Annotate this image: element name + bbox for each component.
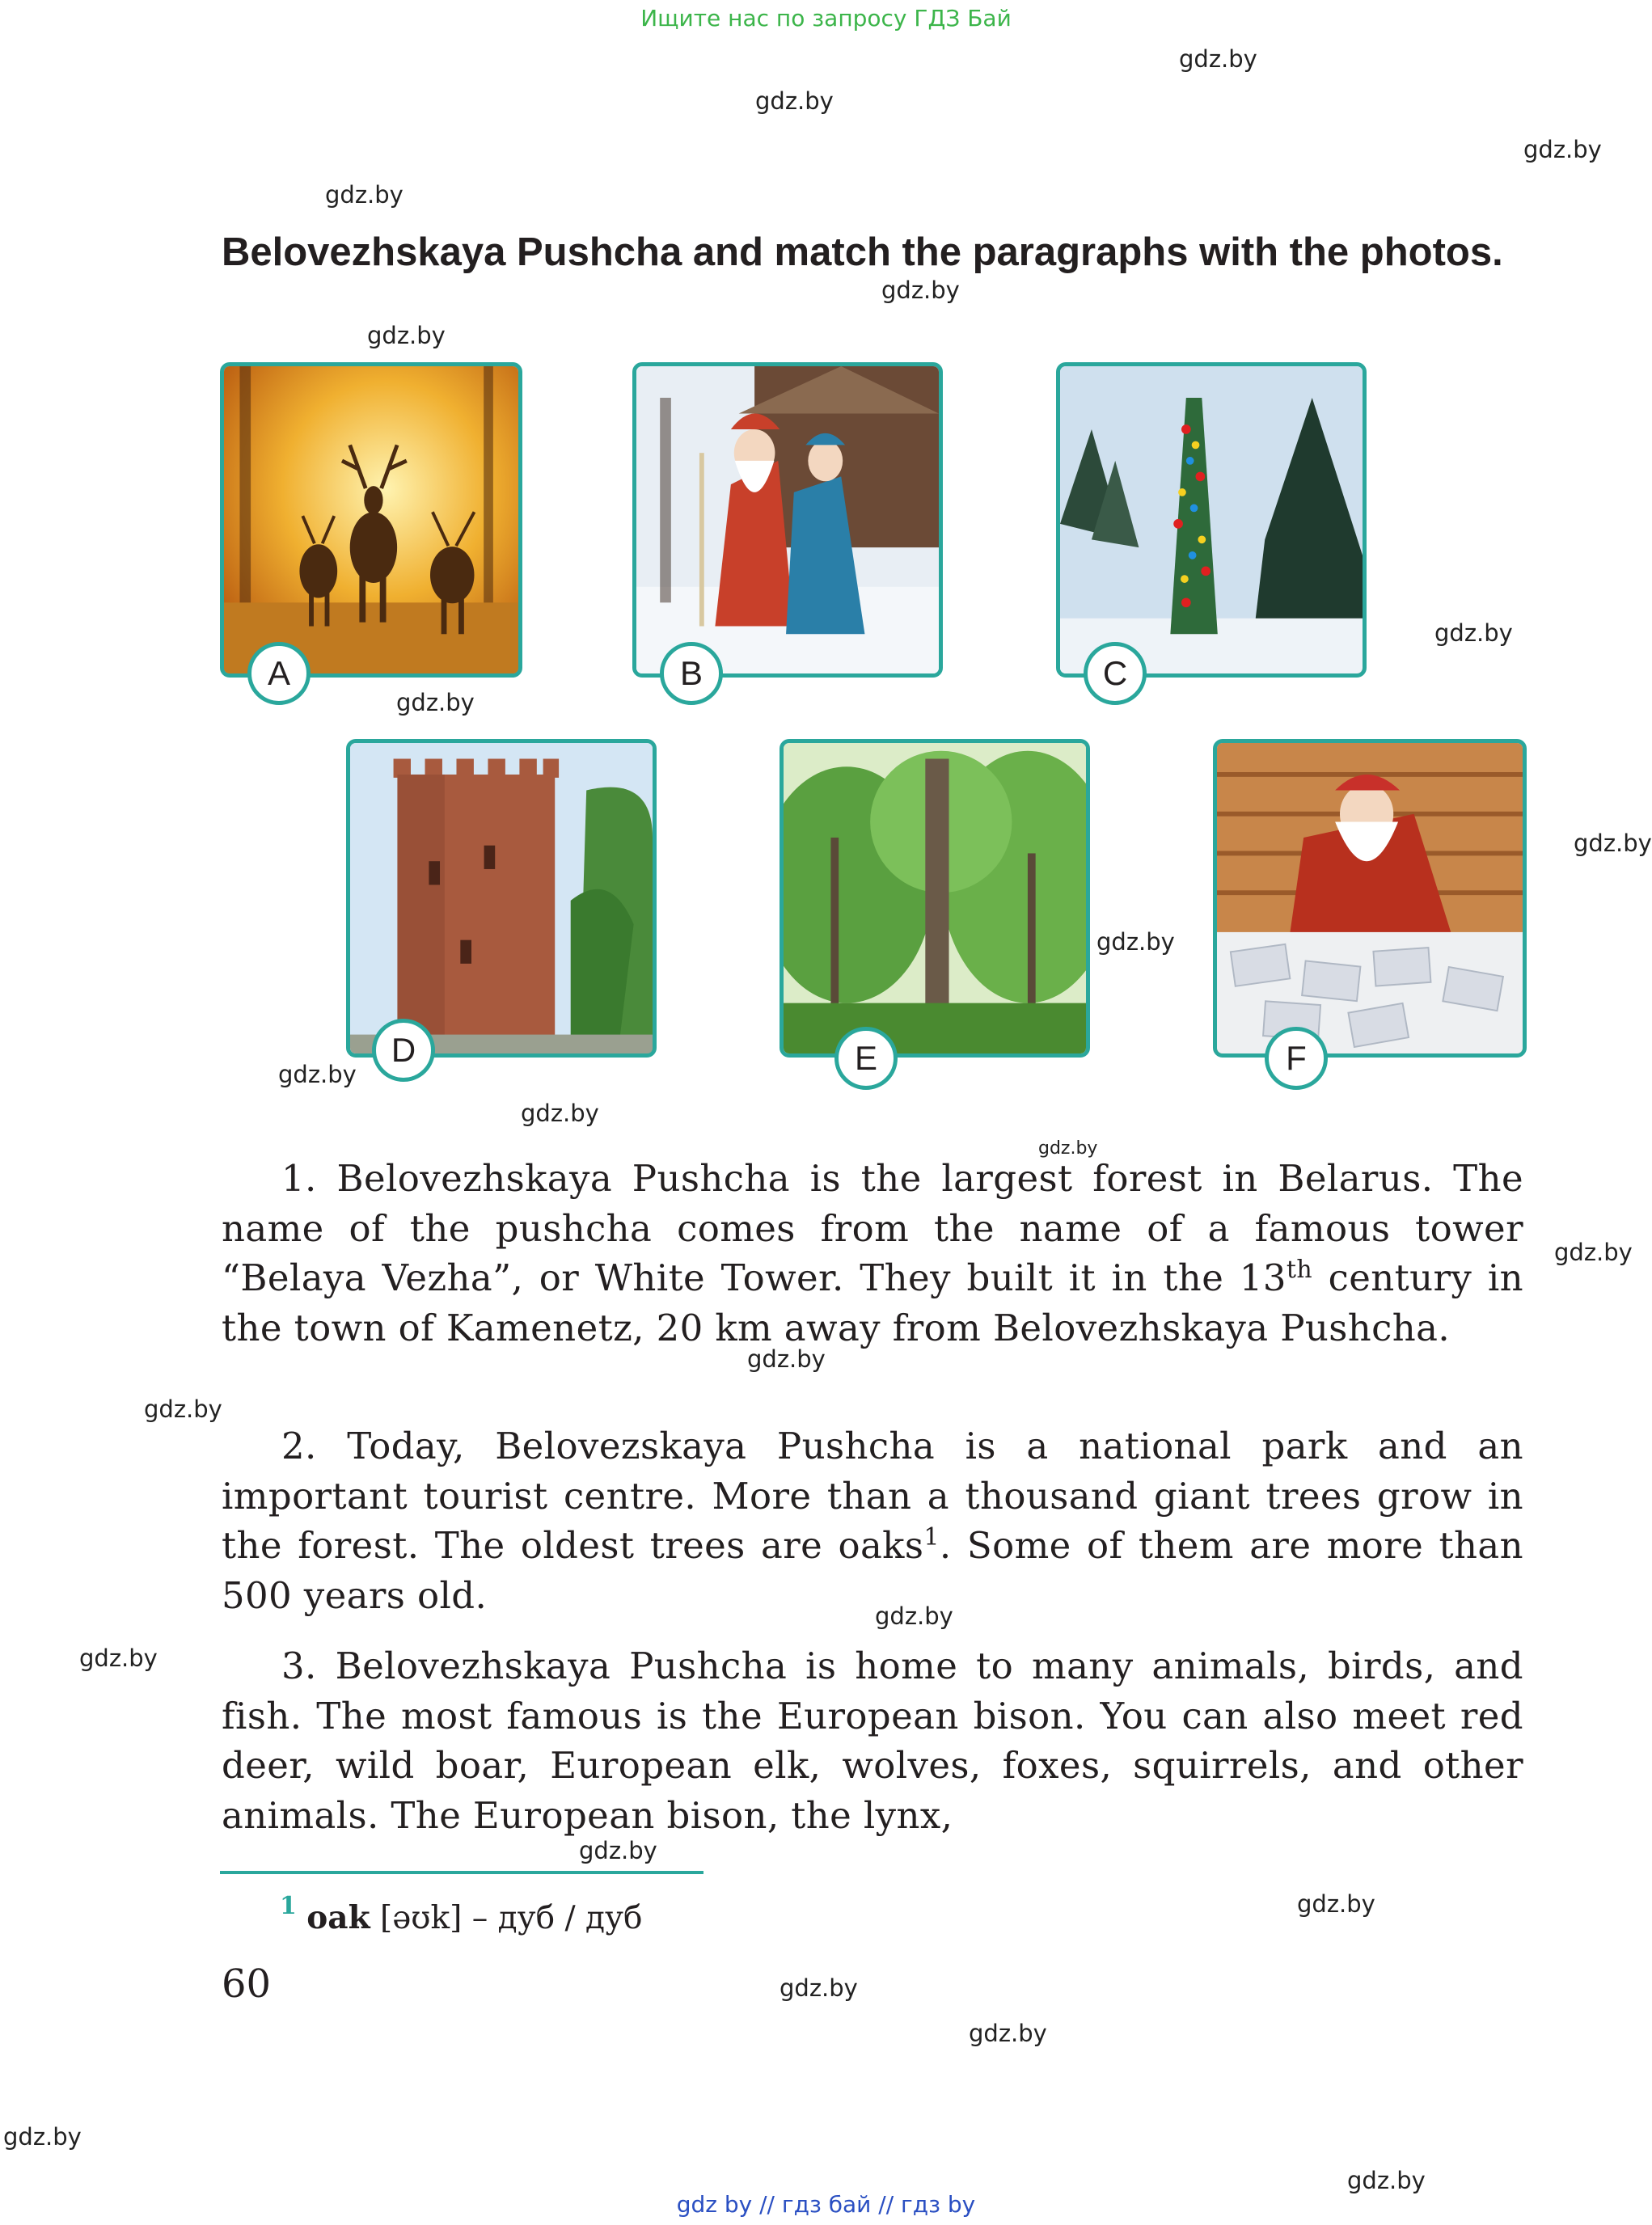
watermark: gdz.by <box>875 1602 953 1630</box>
deer-icon <box>224 366 518 673</box>
watermark: gdz.by <box>755 87 834 115</box>
watermark: gdz.by <box>747 1345 826 1373</box>
photo-a-deer <box>220 362 522 678</box>
photo-label-c: C <box>1084 642 1147 705</box>
tower-icon <box>350 743 653 1053</box>
paragraph-1 <box>222 1154 1523 1353</box>
footnote-word: oak <box>306 1899 370 1936</box>
christmas-tree-icon <box>1060 366 1363 673</box>
footnote-divider <box>220 1871 703 1874</box>
paragraph-text: Belovezhskaya Pushcha is the largest forest in Belarus. The name of the pushcha comes from the name of a famous tower “Belaya Vezha”, or White Tower. They built it in the 13 <box>222 1157 1523 1299</box>
watermark: gdz.by <box>1297 1890 1375 1918</box>
photo-label-d: D <box>372 1019 435 1082</box>
watermark: gdz.by <box>780 1974 858 2002</box>
paragraph-text: . Some of them are more than 500 years old. <box>222 1524 1524 1617</box>
watermark: gdz.by <box>881 277 960 304</box>
photo-label-f: F <box>1265 1027 1328 1090</box>
watermark: gdz.by <box>144 1395 222 1423</box>
watermark: gdz.by <box>1096 928 1175 956</box>
page-number: 60 <box>222 1961 272 2007</box>
watermark: gdz.by <box>969 2020 1047 2047</box>
watermark: gdz.by <box>579 1837 657 1864</box>
photo-c-christmas-tree <box>1056 362 1367 678</box>
watermark: gdz.by <box>325 181 403 209</box>
footnote-translation: [əʊk] – дуб / дуб <box>370 1900 643 1936</box>
photo-label-e: E <box>834 1027 898 1090</box>
watermark: gdz.by <box>1523 136 1602 163</box>
photo-e-oak-tree <box>780 739 1090 1058</box>
paragraph-number: 2. <box>281 1425 317 1467</box>
footnote-mark: 1 <box>280 1892 297 1920</box>
photo-b-father-frost <box>632 362 943 678</box>
watermark: gdz.by <box>367 322 446 349</box>
watermark: gdz.by <box>3 2123 82 2151</box>
footnote-reference: 1 <box>923 1523 940 1552</box>
watermark: gdz.by <box>521 1100 599 1127</box>
father-frost-icon <box>636 366 939 673</box>
photo-label-b: B <box>660 642 723 705</box>
watermark: gdz.by <box>1574 830 1652 857</box>
paragraph-2 <box>222 1421 1523 1620</box>
letters-icon <box>1217 743 1523 1053</box>
watermark: gdz.by <box>1554 1239 1633 1266</box>
footnote <box>280 1892 642 1936</box>
paragraph-number: 1. <box>281 1157 317 1200</box>
watermark: gdz.by <box>1038 1138 1098 1159</box>
photo-f-letters <box>1213 739 1527 1058</box>
exercise-heading: Belovezhskaya Pushcha and match the paragraphs with the photos. <box>222 230 1503 274</box>
paragraph-text: Today, Belovezskaya Pushcha is a national park and an important tourist centre. More than a thousand giant trees grow in the forest. The oldest trees are oaks <box>222 1425 1523 1567</box>
paragraph-text: Belovezhskaya Pushcha is home to many animals, birds, and fish. The most famous is the European bison. You can also meet red deer, wild boar, European elk, wolves, foxes, squirrels, and other animals. The European bison, the lynx, <box>222 1644 1523 1837</box>
watermark: gdz.by <box>1434 619 1513 647</box>
watermark: gdz.by <box>396 689 475 716</box>
superscript: th <box>1286 1256 1313 1284</box>
search-banner[interactable]: Ищите нас по запросу ГДЗ Бай <box>640 5 1012 32</box>
watermark: gdz.by <box>1179 45 1257 73</box>
oak-tree-icon <box>784 743 1086 1053</box>
photo-label-a: A <box>247 642 311 705</box>
watermark: gdz.by <box>278 1061 357 1088</box>
watermark: gdz.by <box>79 1644 158 1672</box>
watermark: gdz.by <box>1347 2167 1426 2194</box>
bottom-links[interactable]: gdz by // гдз бай // гдз by <box>676 2191 976 2218</box>
paragraph-number: 3. <box>281 1644 317 1687</box>
photo-d-tower <box>346 739 657 1058</box>
paragraph-text: century in the town of Kamenetz, 20 km away from Belovezhskaya Pushcha. <box>222 1256 1523 1349</box>
paragraph-3 <box>222 1641 1523 1840</box>
